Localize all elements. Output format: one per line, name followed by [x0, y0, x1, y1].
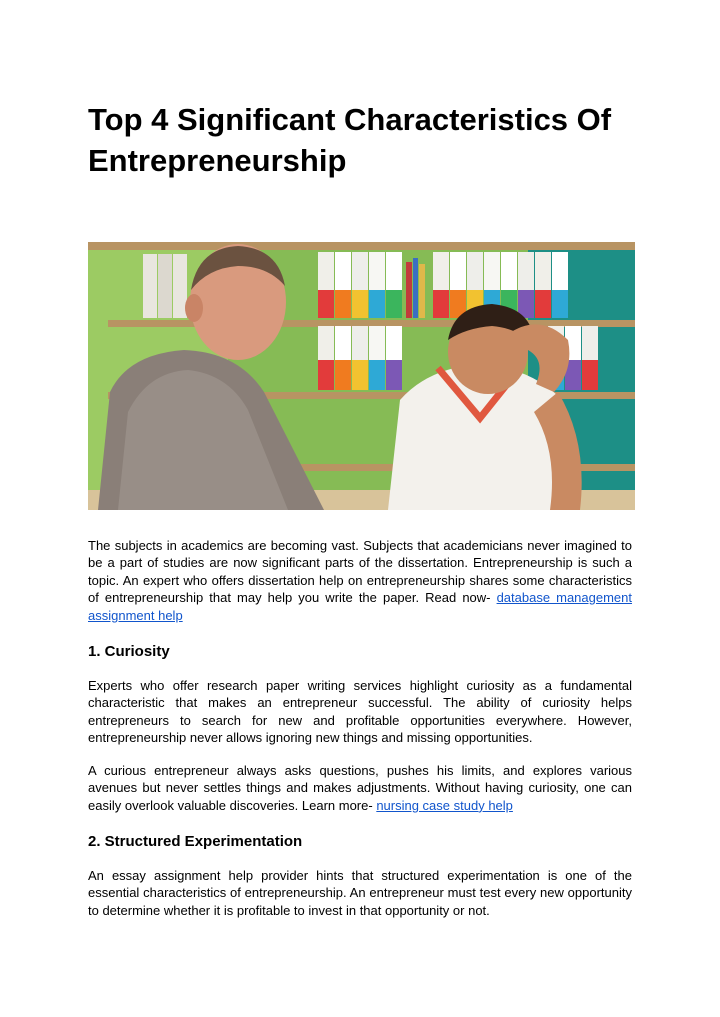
page-title: Top 4 Significant Characteristics Of Entrepreneurship	[88, 102, 612, 178]
intro-paragraph	[88, 537, 632, 624]
nursing-case-study-help-link[interactable]: nursing case study help	[376, 797, 513, 813]
section-heading-structured-experimentation: 2. Structured Experimentation	[88, 833, 303, 850]
curiosity-paragraph-2-text: A curious entrepreneur always asks questions, pushes his limits, and explores various avenues but never settles things and makes adjustments. Without having curiosity, one can easily overlook valuable discoveries. Learn more-	[88, 763, 632, 813]
database-management-assignment-help-link[interactable]: database management assignment help	[88, 590, 633, 623]
curiosity-paragraph-2	[88, 762, 632, 814]
intro-text: The subjects in academics are becoming vast. Subjects that academicians never imagined to be a part of studies are now significant parts of the dissertation. Entrepreneurship is such a topic. An expert who offers dissertation help on entrepreneurship shares some characteristics of entrepreneurship that may help you write the paper. Read now-	[88, 538, 632, 606]
photo-two-men-office-illustration-icon	[88, 242, 635, 510]
section-heading-curiosity: 1. Curiosity	[88, 643, 170, 660]
hero-image	[88, 242, 635, 510]
experimentation-paragraph-1: An essay assignment help provider hints that structured experimentation is one of the essential characteristics of entrepreneurship. An entrepreneur must test every new opportunity to determine whether it is profitable to invest in that opportunity or not.	[88, 868, 632, 918]
curiosity-paragraph-1: Experts who offer research paper writing services highlight curiosity as a fundamental characteristic that makes an entrepreneur successful. The ability of curiosity helps entrepreneurs to search for new and profitable opportunities everywhere. However, entrepreneurship never allows ignoring new things and missing opportunities.	[88, 678, 632, 746]
